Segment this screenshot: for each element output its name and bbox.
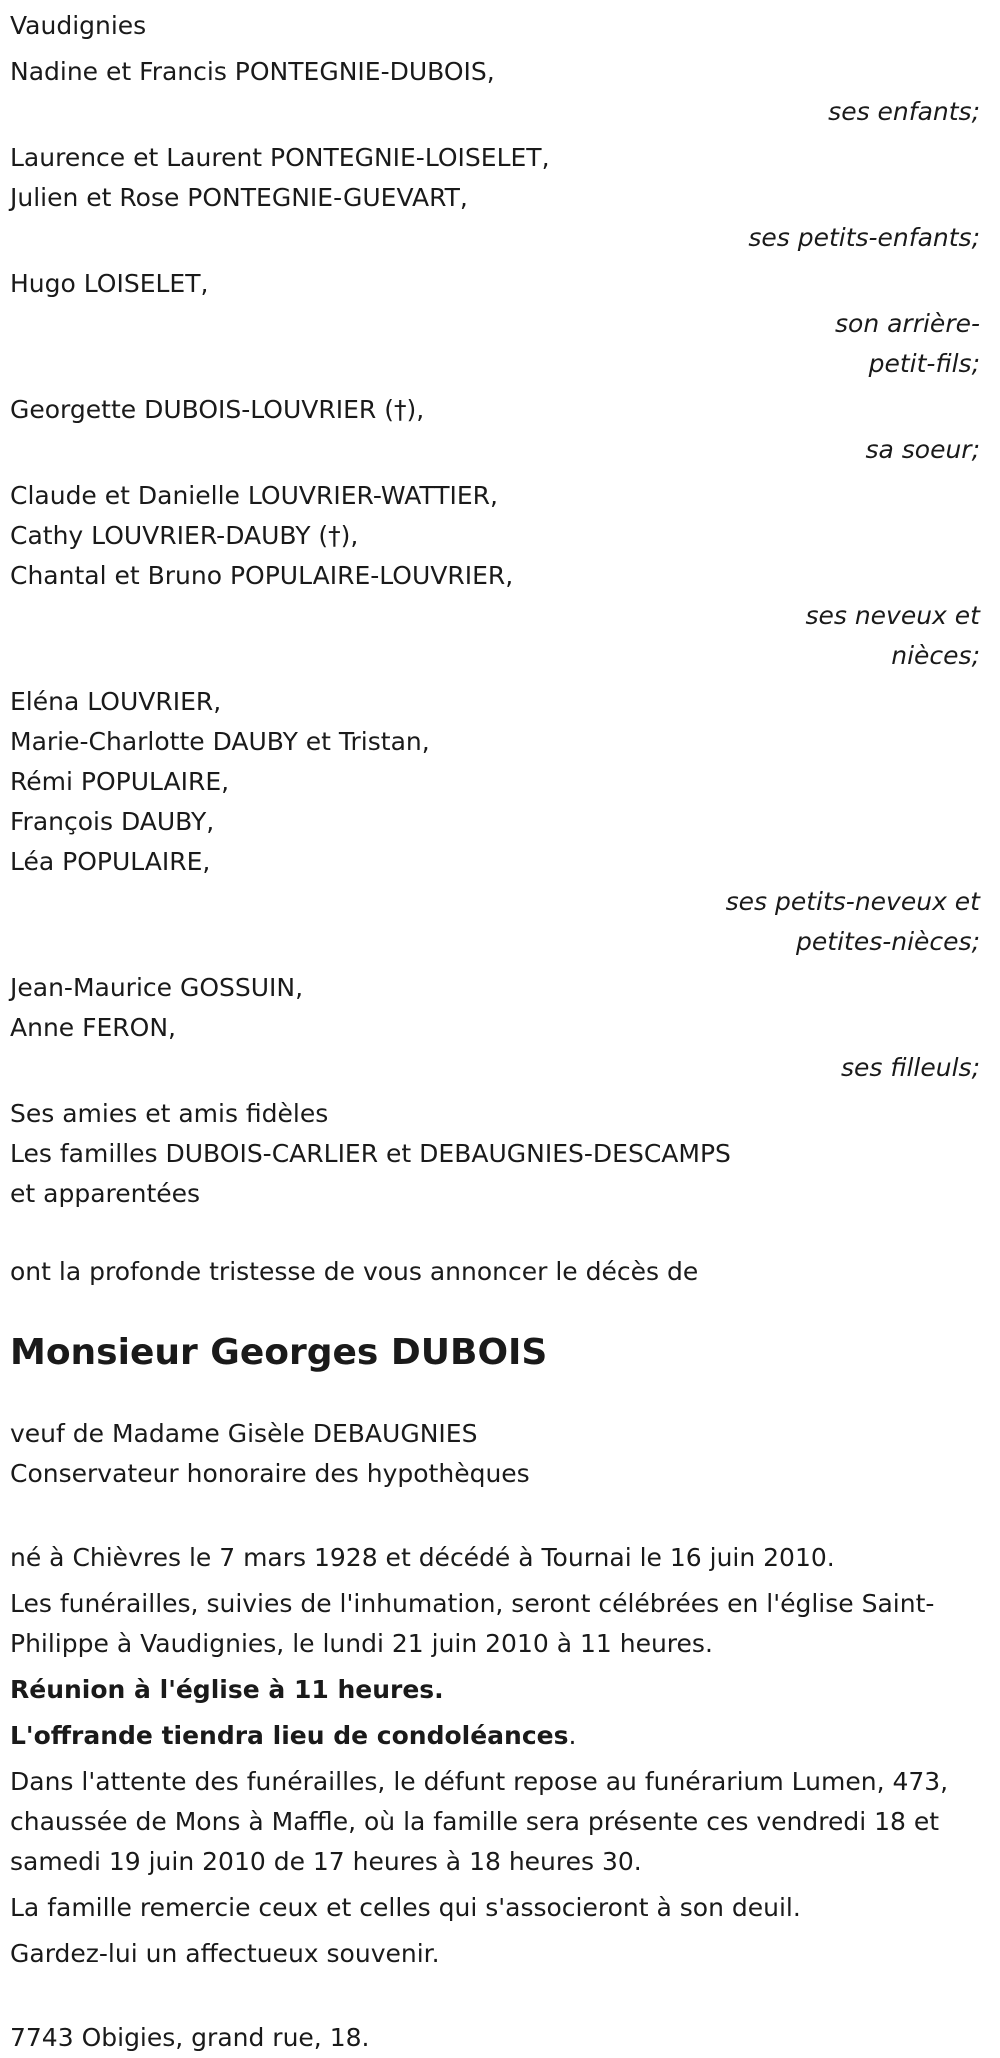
church-meeting: Réunion à l'église à 11 heures. bbox=[10, 1675, 444, 1704]
family-group bbox=[10, 390, 990, 470]
others-line: Les familles DUBOIS-CARLIER et DEBAUGNIES-DESCAMPS bbox=[10, 1139, 731, 1168]
location-heading: Vaudignies bbox=[10, 11, 147, 40]
relation-label: nièces; bbox=[891, 641, 980, 670]
family-group bbox=[10, 968, 990, 1088]
profession-line: Conservateur honoraire des hypothèques bbox=[10, 1459, 530, 1488]
relation-label: ses filleuls; bbox=[840, 1053, 980, 1082]
relation-label: son arrière- bbox=[835, 309, 980, 338]
funeral-info: Les funérailles, suivies de l'inhumation, seront célébrées en l'église Saint-Philippe à Vaudignies, le lundi 21 juin 2010 à 11 heures. bbox=[10, 1589, 935, 1658]
family-group bbox=[10, 52, 990, 132]
thanks-line: La famille remercie ceux et celles qui s'associeront à son deuil. bbox=[10, 1893, 801, 1922]
family-group bbox=[10, 476, 990, 676]
family-list bbox=[10, 52, 990, 1088]
relation-label: ses petits-enfants; bbox=[748, 223, 980, 252]
family-member-name: Léa POPULAIRE, bbox=[10, 847, 211, 876]
relation-label: sa soeur; bbox=[865, 435, 980, 464]
family-member-name: Anne FERON, bbox=[10, 1013, 176, 1042]
offering-bold: L'offrande tiendra lieu de condoléances bbox=[10, 1721, 569, 1750]
address-line: 7743 Obigies, grand rue, 18. bbox=[10, 2023, 370, 2052]
family-member-name: Claude et Danielle LOUVRIER-WATTIER, bbox=[10, 481, 498, 510]
widower-line: veuf de Madame Gisèle DEBAUGNIES bbox=[10, 1419, 478, 1448]
family-member-name: François DAUBY, bbox=[10, 807, 215, 836]
others-group bbox=[10, 1094, 990, 1214]
family-member-name: Nadine et Francis PONTEGNIE-DUBOIS, bbox=[10, 57, 495, 86]
relation-label: petit-fils; bbox=[868, 349, 980, 378]
relation-label: ses neveux et bbox=[805, 601, 980, 630]
family-member-name: Chantal et Bruno POPULAIRE-LOUVRIER, bbox=[10, 561, 514, 590]
family-group bbox=[10, 138, 990, 258]
announcement: ont la profonde tristesse de vous annoncer le décès de bbox=[10, 1257, 699, 1286]
family-member-name: Eléna LOUVRIER, bbox=[10, 687, 222, 716]
family-group bbox=[10, 264, 990, 384]
offering-line bbox=[10, 1716, 995, 1756]
relation-label: ses petits-neveux et bbox=[725, 887, 980, 916]
family-member-name: Laurence et Laurent PONTEGNIE-LOISELET, bbox=[10, 143, 550, 172]
family-group bbox=[10, 682, 990, 962]
family-member-name: Georgette DUBOIS-LOUVRIER (†), bbox=[10, 395, 425, 424]
offering-end: . bbox=[568, 1721, 577, 1750]
family-member-name: Rémi POPULAIRE, bbox=[10, 767, 230, 796]
birth-death: né à Chièvres le 7 mars 1928 et décédé à Tournai le 16 juin 2010. bbox=[10, 1543, 835, 1572]
relation-label: petites-nièces; bbox=[796, 927, 980, 956]
family-member-name: Marie-Charlotte DAUBY et Tristan, bbox=[10, 727, 430, 756]
deceased-name: Monsieur Georges DUBOIS bbox=[10, 1332, 548, 1373]
others-line: Ses amies et amis fidèles bbox=[10, 1099, 329, 1128]
family-member-name: Julien et Rose PONTEGNIE-GUEVART, bbox=[10, 183, 468, 212]
relation-label: ses enfants; bbox=[828, 97, 980, 126]
family-member-name: Cathy LOUVRIER-DAUBY (†), bbox=[10, 521, 359, 550]
others-line: et apparentées bbox=[10, 1179, 201, 1208]
family-member-name: Hugo LOISELET, bbox=[10, 269, 209, 298]
family-member-name: Jean-Maurice GOSSUIN, bbox=[10, 973, 304, 1002]
memory-line: Gardez-lui un affectueux souvenir. bbox=[10, 1939, 440, 1968]
funerarium-info: Dans l'attente des funérailles, le défunt repose au funérarium Lumen, 473, chaussée de Mons à Maffle, où la famille sera présente ces vendredi 18 et samedi 19 juin 2010 de 17 heures à 18 heures 30. bbox=[10, 1767, 949, 1876]
